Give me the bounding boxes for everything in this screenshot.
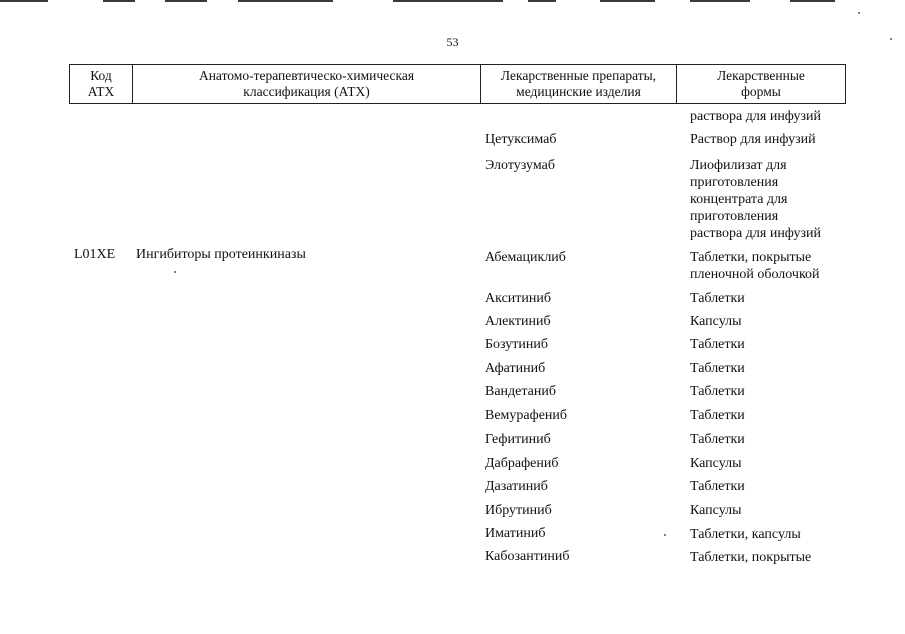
drug-form: Таблетки <box>690 291 745 306</box>
scan-edge-line <box>0 0 48 2</box>
header-forms: Лекарственные формы <box>717 68 805 99</box>
drug-form: Капсулы <box>690 456 742 471</box>
header-drugs: Лекарственные препараты, медицинские изделия <box>481 65 677 103</box>
scan-edge-line <box>103 0 135 2</box>
drug-name: Абемациклиб <box>485 250 566 265</box>
drug-name: Бозутиниб <box>485 337 548 352</box>
drug-name: Иматиниб <box>485 526 546 541</box>
drug-form: Лиофилизат для приготовления концентрата для приготовления раствора для инфузий <box>690 158 822 241</box>
header-code: Код АТХ <box>70 65 133 103</box>
drug-name: Акситиниб <box>485 291 551 306</box>
scan-edge-line <box>528 0 556 2</box>
drug-name: Дазатиниб <box>485 479 548 494</box>
scan-edge-line <box>165 0 207 2</box>
page-number: 53 <box>446 35 459 49</box>
scan-edge-line <box>600 0 655 2</box>
drug-name: Вемурафениб <box>485 408 568 423</box>
group-code: L01XE <box>74 247 116 262</box>
drug-form: Таблетки, покрытые пленочной оболочкой <box>690 250 820 282</box>
drug-form: Раствор для инфузий <box>690 132 816 147</box>
table-header <box>69 64 846 104</box>
drug-form: Капсулы <box>690 314 742 329</box>
group-name: Ингибиторы протеинкиназы <box>136 247 306 262</box>
drug-form: Таблетки <box>690 384 745 399</box>
drug-form: Капсулы <box>690 503 742 518</box>
header-classification: Анатомо-терапевтическо-химическая классификация (АТХ) <box>133 65 481 103</box>
scan-edge-line <box>790 0 835 2</box>
scan-speck <box>174 271 176 273</box>
continuation-form: раствора для инфузий <box>690 109 822 124</box>
drug-form: Таблетки <box>690 479 745 494</box>
drug-form: Таблетки <box>690 337 745 352</box>
scan-edge-line <box>238 0 333 2</box>
drug-name: Афатиниб <box>485 361 546 376</box>
drug-name: Ибрутиниб <box>485 503 552 518</box>
drug-name: Дабрафениб <box>485 456 559 471</box>
drug-name: Вандетаниб <box>485 384 556 399</box>
drug-form: Таблетки <box>690 408 745 423</box>
drug-form: Таблетки <box>690 361 745 376</box>
drug-form: Таблетки, покрытые <box>690 550 812 565</box>
scan-edge-line <box>393 0 503 2</box>
scan-speck <box>858 12 860 14</box>
drug-name: Алектиниб <box>485 314 551 329</box>
drug-name: Гефитиниб <box>485 432 551 447</box>
drug-name: Кабозантиниб <box>485 549 570 564</box>
scan-speck <box>664 534 666 536</box>
drug-name: Цетуксимаб <box>485 132 557 147</box>
drug-form: Таблетки, капсулы <box>690 527 801 542</box>
drug-name: Элотузумаб <box>485 158 555 173</box>
scan-edge-line <box>690 0 750 2</box>
drug-form: Таблетки <box>690 432 745 447</box>
